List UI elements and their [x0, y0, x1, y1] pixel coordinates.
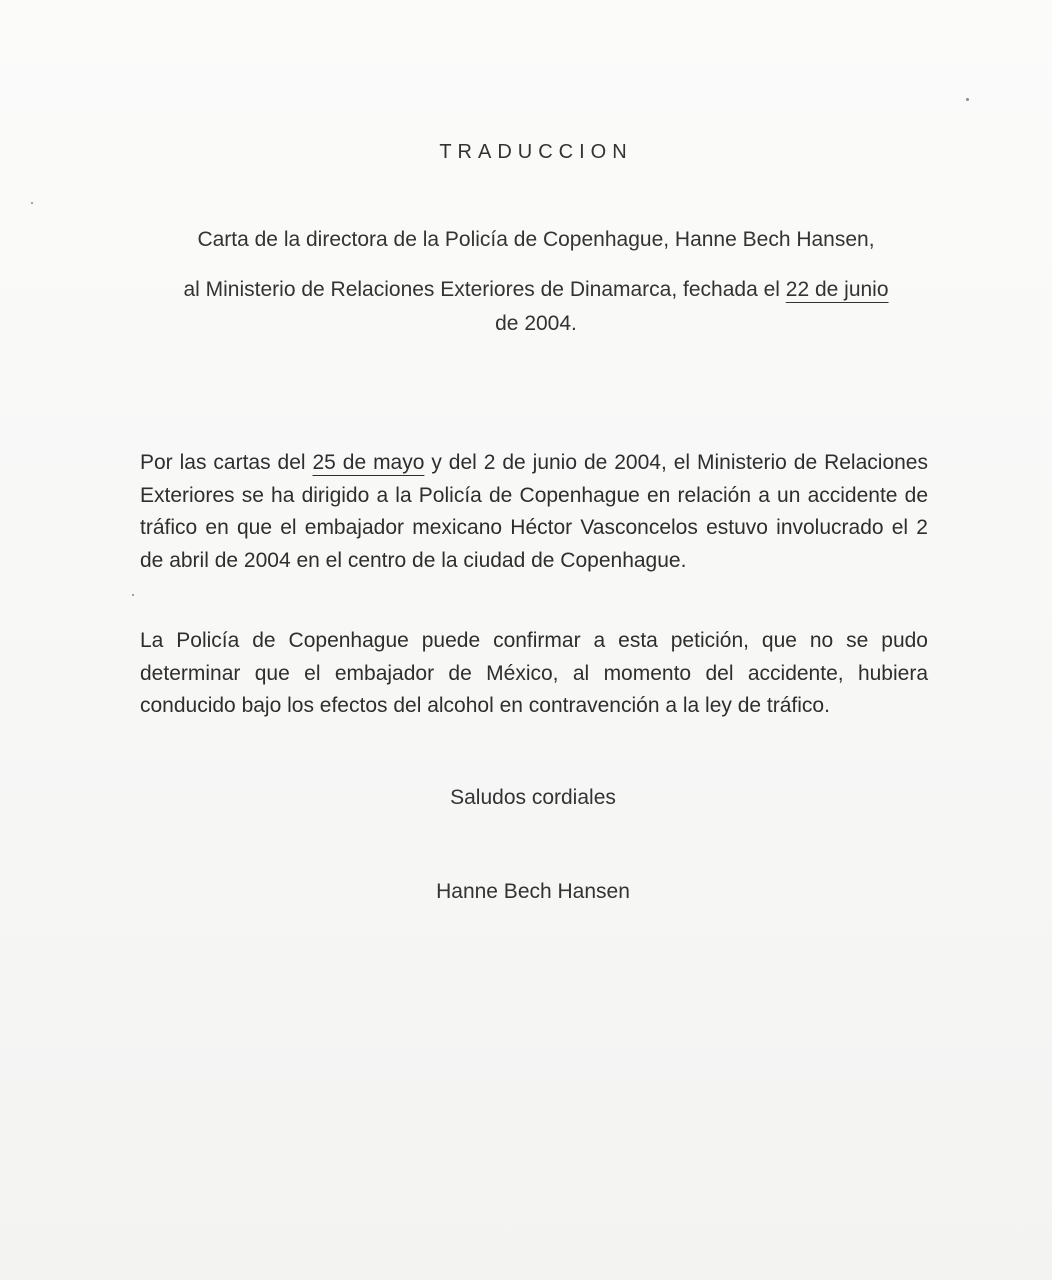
- subtitle-date-underlined: 22 de junio: [785, 278, 889, 301]
- signature-name: Hanne Bech Hansen: [436, 880, 630, 903]
- paragraph-1-start: Por las cartas del: [140, 451, 313, 474]
- document-title: TRADUCCION: [439, 141, 633, 163]
- paper-speck: [31, 202, 33, 204]
- body-paragraph-2: La Policía de Copenhague puede confirmar a esta petición, que no se pudo determinar que el embajador de México, al momento del accidente, hubiera conducido bajo los efectos del alcohol en contravención a la ley de tráfico.: [140, 629, 928, 717]
- subtitle-line-1: Carta de la directora de la Policía de Copenhague, Hanne Bech Hansen,: [197, 228, 875, 251]
- subtitle-line-3: de 2004.: [495, 312, 577, 335]
- paper-speck: [966, 98, 969, 101]
- subtitle-line-2: [0, 278, 1052, 302]
- paper-speck: [132, 594, 134, 596]
- paragraph-1-rest: y del 2 de junio de 2004, el Ministerio de Relaciones Exteriores se ha dirigido a la Policía de Copenhague en relación a un accidente de tráfico en que el embajador mexicano Héctor Vasconcelos estuvo involucrado el 2 de abril de 2004 en el centro de la ciudad de Copenhague.: [140, 451, 928, 572]
- paragraph-1-date-underlined: 25 de mayo: [312, 451, 425, 474]
- closing-greeting: Saludos cordiales: [450, 786, 616, 809]
- subtitle-line-2-text: al Ministerio de Relaciones Exteriores de Dinamarca, fechada el: [183, 278, 786, 301]
- body-paragraph-1: [140, 447, 928, 577]
